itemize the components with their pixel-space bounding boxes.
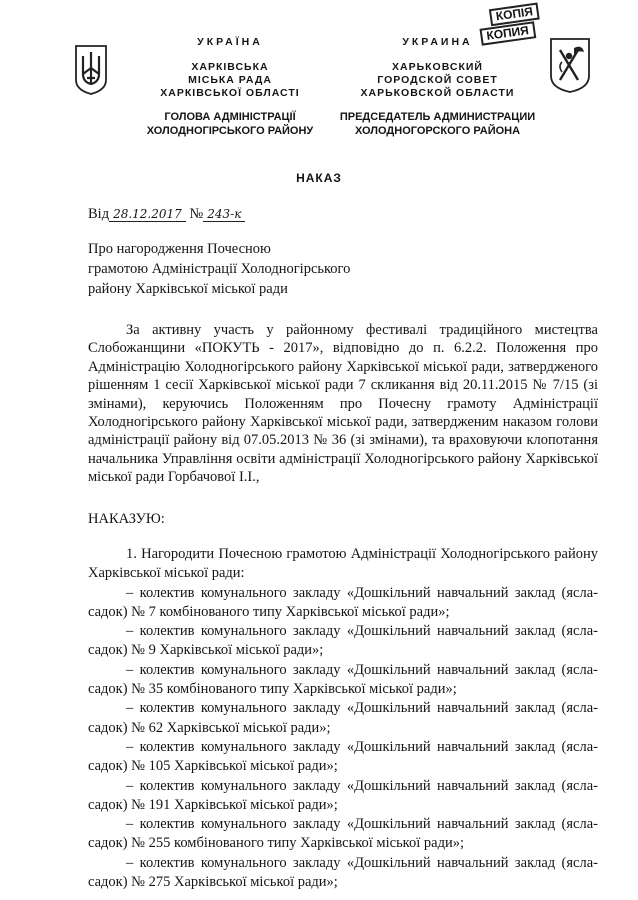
- list-item: – колектив комунального закладу «Дошкільний навчальний заклад (ясла-садок) № 105 Харківської міської ради»;: [88, 738, 598, 775]
- document-title: НАКАЗ: [296, 171, 342, 185]
- stamp-line: КОПІЯ: [489, 3, 540, 27]
- date-number-line: [88, 206, 245, 223]
- kharkiv-coat-of-arms-icon: [548, 36, 592, 94]
- number-prefix: №: [189, 206, 204, 222]
- list-item: – колектив комунального закладу «Дошкільний навчальний заклад (ясла-садок) № 9 Харківської міської ради»;: [88, 623, 598, 659]
- date-prefix: Від: [88, 206, 110, 222]
- header-ukrainian: [130, 36, 330, 138]
- council-line: ХАРКІВСЬКОЇ ОБЛАСТІ: [160, 87, 300, 99]
- council-line: МІСЬКА РАДА: [188, 74, 272, 86]
- handwritten-number: 243-к: [203, 208, 245, 222]
- list-item: – колектив комунального закладу «Дошкільний навчальний заклад (ясла-садок) № 7 комбінованого типу Харківської міської ради»;: [88, 584, 598, 620]
- order-subject: [88, 239, 350, 299]
- list-item: – колектив комунального закладу «Дошкільний навчальний заклад (ясла-садок) № 35 комбінованого типу Харківської міської ради»;: [88, 661, 598, 698]
- trident-emblem-icon: [74, 44, 108, 96]
- list-item: – колектив комунального закладу «Дошкільний навчальний заклад (ясла-садок) № 191 Харківської міської ради»;: [88, 777, 598, 813]
- list-item: – колектив комунального закладу «Дошкільний навчальний заклад (ясла-садок) № 275 Харківської міської ради»;: [88, 854, 598, 891]
- country-name: УКРАЇНА: [197, 36, 263, 48]
- council-line: ХАРКІВСЬКА: [191, 61, 269, 73]
- head-line: ГОЛОВА АДМІНІСТРАЦІЇ: [164, 111, 296, 123]
- head-line: ПРЕДСЕДАТЕЛЬ АДМИНИСТРАЦИИ: [339, 111, 536, 123]
- subject-line: Про нагородження Почесною: [88, 241, 271, 257]
- list-item: – колектив комунального закладу «Дошкільний навчальний заклад (ясла-садок) № 255 комбінованого типу Харківської міської ради»;: [88, 816, 598, 852]
- country-name: УКРАИНА: [402, 36, 473, 48]
- subject-line: району Харківської міської ради: [88, 281, 288, 297]
- head-line: ХОЛОДНОГОРСКОГО РАЙОНА: [354, 125, 521, 137]
- award-list: [88, 545, 598, 892]
- council-line: ХАРЬКОВСКОЙ ОБЛАСТИ: [360, 87, 515, 99]
- list-intro: 1. Нагородити Почесною грамотою Адміністрації Холодногірського району Харківської міської ради:: [88, 546, 598, 582]
- council-line: ГОРОДСКОЙ СОВЕТ: [377, 74, 498, 86]
- handwritten-date: 28.12.2017: [109, 208, 186, 222]
- head-line: ХОЛОДНОГІРСЬКОГО РАЙОНУ: [146, 125, 314, 137]
- order-word: НАКАЗУЮ:: [88, 511, 165, 527]
- preamble-paragraph: За активну участь у районному фестивалі традиційного мистецтва Слобожанщини «ПОКУТЬ - 2017», відповідно до п. 6.2.2. Положення про Адміністрацію Холодногірського району Харківської міської ради, затвердженого рішенням 1 сесії Харківської міської ради 7 скликання від 20.11.2015 № 7/15 (зі змінами), керуючись Положенням про Почесну грамоту Адміністрації Холодногірського району Харківської міської ради, затвердженим наказом голови адміністрації району від 07.05.2013 № 36 (зі змінами), та враховуючи клопотання начальника Управління освіти адміністрації Холодногірського району Харківської міської ради Горбачової І.І.,: [88, 322, 598, 486]
- list-item: – колектив комунального закладу «Дошкільний навчальний заклад (ясла-садок) № 62 Харківської міської ради»;: [88, 700, 598, 736]
- council-line: ХАРЬКОВСКИЙ: [392, 61, 483, 73]
- header-russian: [325, 36, 550, 138]
- subject-line: грамотою Адміністрації Холодногірського: [88, 261, 351, 277]
- stamp-line: КОПИЯ: [479, 21, 535, 45]
